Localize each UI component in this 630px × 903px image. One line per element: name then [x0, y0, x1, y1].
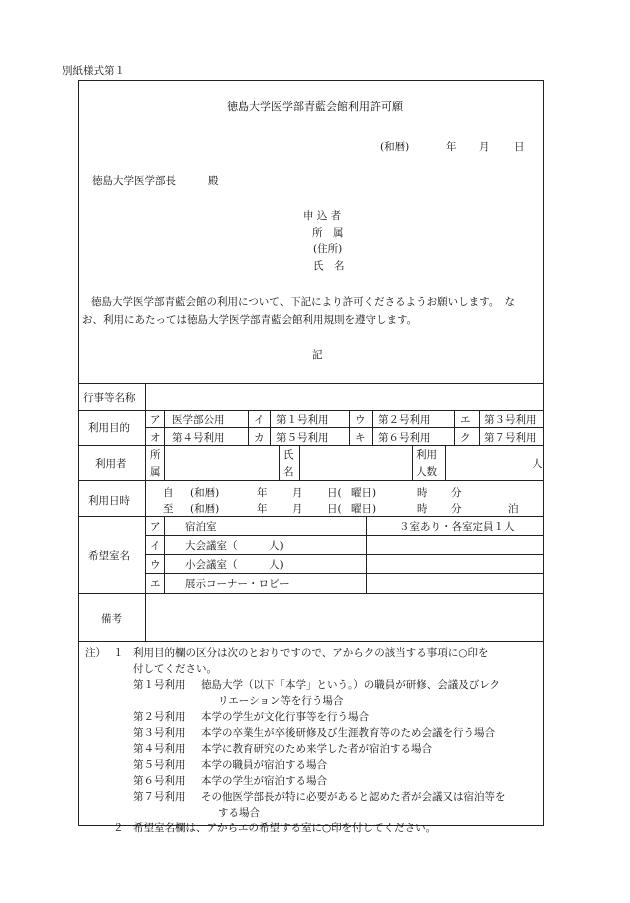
remarks-label: 備考: [101, 613, 122, 625]
def-text: その他医学部長が特に必要があると認めた者が会議又は宿泊等を: [201, 791, 506, 803]
from-prefix: 自: [163, 487, 174, 499]
from-minute: 分: [451, 487, 462, 499]
to-minute: 分: [451, 503, 462, 515]
from-day: 日(: [327, 487, 342, 499]
from-month: 月: [292, 487, 303, 499]
room-option[interactable]: 宿泊室: [185, 521, 217, 533]
def-term: 第２号利用: [133, 711, 186, 723]
room-option[interactable]: 展示コーナー・ロビー: [185, 578, 290, 590]
purpose-option[interactable]: 第７号利用: [484, 432, 537, 444]
addressee-honorific: 殿: [208, 175, 219, 187]
applicant-heading: 申 込 者: [303, 210, 342, 222]
applicant-affiliation: 所 属: [312, 227, 344, 239]
def-text: 本学の職員が宿泊する場合: [201, 759, 327, 771]
purpose-option[interactable]: 第１号利用: [276, 414, 329, 426]
date-day: 日: [514, 141, 525, 153]
purpose-mark: カ: [254, 432, 265, 444]
purpose-mark: ウ: [355, 414, 366, 426]
to-hour: 時: [417, 503, 428, 515]
purpose-option[interactable]: 第４号利用: [172, 432, 225, 444]
to-era: (和暦): [190, 503, 220, 515]
request-text-line1: 徳島大学医学部青藍会館の利用について、下記により許可くださるようお願いします。 な: [91, 296, 515, 308]
user-count-label: 利用: [416, 449, 437, 461]
note-1-number: １: [113, 647, 124, 659]
note-1-line1: 利用目的欄の区分は次のとおりですので、アからクの該当する事項に○印を: [133, 647, 489, 659]
date-year: 年: [446, 141, 457, 153]
addressee-name: 徳島大学医学部長: [92, 175, 176, 187]
from-era: (和暦): [190, 487, 220, 499]
note-2-number: ２: [113, 822, 124, 834]
to-month: 月: [292, 503, 303, 515]
purpose-option[interactable]: 医学部公用: [172, 414, 225, 426]
room-note: ３室あり・各室定員１人: [399, 521, 515, 533]
form-number: 別紙様式第１: [62, 65, 125, 77]
def-term: 第４号利用: [133, 743, 186, 755]
date-month: 月: [479, 141, 490, 153]
def-term: 第３号利用: [133, 727, 186, 739]
room-label: 希望室名: [88, 550, 130, 562]
applicant-name: 氏 名: [313, 260, 345, 272]
def-text: 本学の卒業生が卒後研修及び生涯教育等のため会議を行う場合: [201, 727, 495, 739]
note-2-text: 希望室名欄は、アからエの希望する室に○印を付してください。: [133, 822, 437, 834]
def-text: リエーション等を行う場合: [218, 695, 344, 707]
def-text: 本学の学生が文化行事等を行う場合: [201, 711, 369, 723]
purpose-option[interactable]: 第３号利用: [484, 414, 537, 426]
purpose-option[interactable]: 第２号利用: [378, 414, 431, 426]
purpose-mark: ア: [150, 414, 161, 426]
purpose-mark: ク: [460, 432, 471, 444]
purpose-mark: キ: [355, 432, 366, 444]
to-day: 日(: [327, 503, 342, 515]
purpose-option[interactable]: 第５号利用: [276, 432, 329, 444]
def-term: 第１号利用: [133, 679, 186, 691]
user-label: 利用者: [95, 458, 127, 470]
def-term: 第５号利用: [133, 759, 186, 771]
user-affiliation-label: 所: [150, 449, 161, 461]
room-option[interactable]: 大会議室（ 人): [185, 540, 284, 552]
event-name-label: 行事等名称: [83, 392, 136, 404]
from-weekday: 曜日): [351, 487, 377, 499]
def-text: 本学の学生が宿泊する場合: [201, 775, 327, 787]
from-year: 年: [257, 487, 268, 499]
notes-prefix: 注）: [85, 647, 106, 659]
user-name-label: 氏: [283, 449, 294, 461]
purpose-label: 利用目的: [88, 422, 130, 434]
def-text: 本学に教育研究のため来学した者が宿泊する場合: [201, 743, 432, 755]
user-count-label: 人数: [416, 466, 437, 478]
user-affiliation-label: 属: [150, 466, 161, 478]
to-weekday: 曜日): [351, 503, 377, 515]
def-text: する場合: [218, 807, 260, 819]
form-title: 徳島大学医学部青藍会館利用許可願: [227, 100, 403, 113]
def-text: 徳島大学（以下「本学」という。）の職員が研修、会議及びレク: [201, 679, 501, 691]
def-term: 第７号利用: [133, 791, 186, 803]
room-mark: エ: [150, 578, 161, 590]
room-mark: ウ: [150, 559, 161, 571]
purpose-mark: オ: [150, 432, 161, 444]
user-count-unit: 人: [532, 458, 543, 470]
purpose-mark: イ: [254, 414, 265, 426]
note-1-line2: 付してください。: [133, 663, 217, 675]
to-year: 年: [257, 503, 268, 515]
date-era: (和暦): [380, 141, 410, 153]
from-hour: 時: [417, 487, 428, 499]
purpose-option[interactable]: 第６号利用: [378, 432, 431, 444]
to-nights: 泊: [508, 503, 519, 515]
ki-mark: 記: [312, 349, 323, 361]
room-option[interactable]: 小会議室（ 人): [185, 559, 284, 571]
user-name-label: 名: [283, 466, 294, 478]
request-text-line2: お、利用にあたっては徳島大学医学部青藍会館利用規則を遵守します。: [82, 314, 418, 326]
def-term: 第６号利用: [133, 775, 186, 787]
purpose-mark: エ: [460, 414, 471, 426]
room-mark: イ: [150, 540, 161, 552]
to-prefix: 至: [163, 503, 174, 515]
applicant-address: (住所): [313, 243, 343, 255]
room-mark: ア: [150, 521, 161, 533]
datetime-label: 利用日時: [88, 495, 130, 507]
